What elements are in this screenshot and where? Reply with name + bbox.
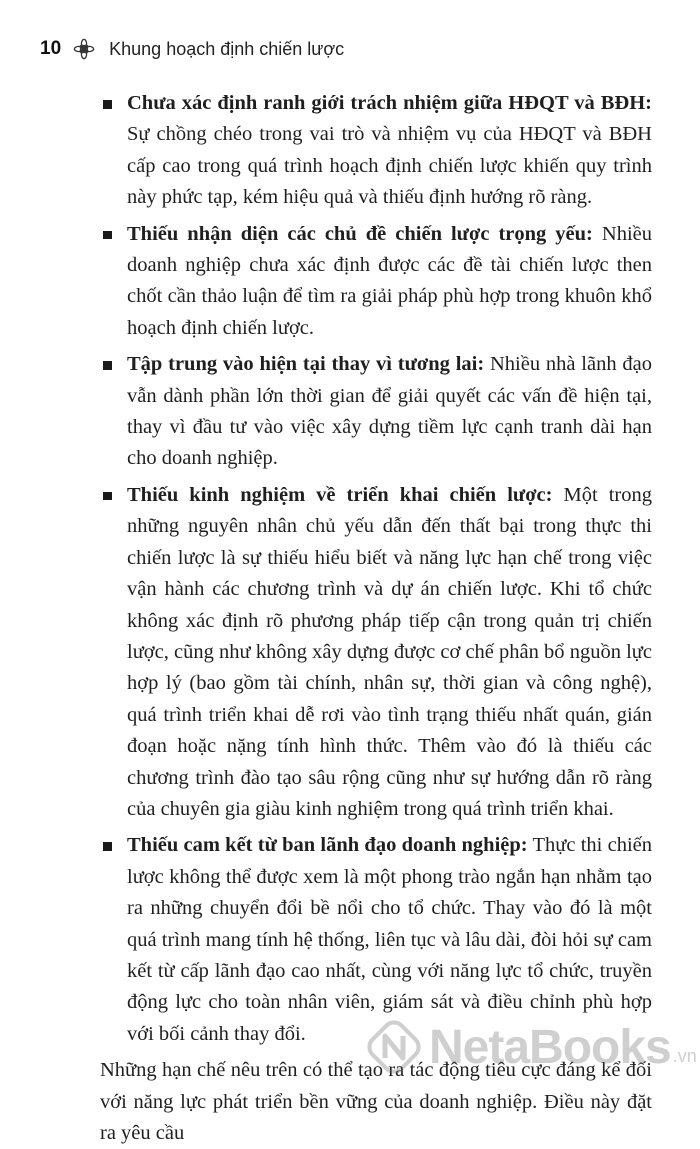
bullet-text: Nhiều doanh nghiệp chưa xác định được các đề tài chiến lược then chốt cần thảo luận để tìm ra giải pháp phù hợp trong khuôn khổ hoạch định chiến lược. bbox=[127, 222, 652, 339]
bullet-title: Thiếu cam kết từ ban lãnh đạo doanh nghiệp: bbox=[127, 834, 528, 857]
page-content bbox=[76, 88, 652, 1149]
bullet-text: Thực thi chiến lược không thể được xem là một phong trào ngắn hạn nhằm tạo ra những chuyển đổi bề nổi cho tổ chức. Thay vào đó là một quá trình mang tính hệ thống, liên tục và lâu dài, đòi hỏi sự cam kết từ cấp lãnh đạo cao nhất, cùng với năng lực tổ chức, truyền động lực cho toàn nhân viên, giám sát và điều chỉnh phù hợp với bối cảnh thay đổi. bbox=[127, 834, 652, 1045]
list-item bbox=[76, 88, 652, 214]
bullet-text: Nhiều nhà lãnh đạo vẫn dành phần lớn thời gian để giải quyết các vấn đề hiện tại, thay vì đầu tư vào việc xây dựng tiềm lực cạnh tranh dài hạn cho doanh nghiệp. bbox=[127, 353, 652, 470]
square-bullet-icon bbox=[103, 100, 112, 109]
bullet-text: Một trong những nguyên nhân chủ yếu dẫn đến thất bại trong thực thi chiến lược là sự thiếu hiểu biết và năng lực hạn chế trong việc vận hành các chương trình và dự án chiến lược. Khi tổ chức không xác định rõ phương pháp tiếp cận trong quản trị chiến lược, cũng như không xây dựng được cơ chế phân bổ nguồn lực hợp lý (bao gồm tài chính, nhân sự, thời gian và công nghệ), quá trình triển khai dễ rơi vào tình trạng thiếu nhất quán, gián đoạn hoặc nặng tính hình thức. Thêm vào đó là thiếu các chương trình đào tạo sâu rộng cũng như sự hướng dẫn rõ ràng của chuyên gia giàu kinh nghiệm trong quá trình triển khai. bbox=[127, 483, 653, 820]
list-item bbox=[76, 349, 652, 475]
bullet-text: Sự chồng chéo trong vai trò và nhiệm vụ của HĐQT và BĐH cấp cao trong quá trình hoạch định chiến lược khiến quy trình này phức tạp, kém hiệu quả và thiếu định hướng rõ ràng. bbox=[127, 123, 652, 209]
bullet-title: Chưa xác định ranh giới trách nhiệm giữa HĐQT và BĐH: bbox=[127, 92, 652, 114]
watermark-text: NetaBooks bbox=[429, 1020, 671, 1074]
flower-ornament-icon bbox=[73, 38, 95, 60]
netabooks-logo-icon bbox=[365, 1018, 423, 1076]
bullet-title: Thiếu kinh nghiệm về triển khai chiến lược: bbox=[127, 483, 553, 506]
page-number: 10 bbox=[40, 38, 62, 59]
square-bullet-icon bbox=[103, 492, 112, 501]
closing-paragraph: Những hạn chế nêu trên có thể tạo ra tác động tiêu cực đáng kể đối với năng lực phát triển bền vững của doanh nghiệp. Điều này đặt ra yêu cầu bbox=[100, 1059, 652, 1144]
watermark bbox=[365, 1018, 697, 1076]
bullet-title: Thiếu nhận diện các chủ đề chiến lược trọng yếu: bbox=[127, 222, 593, 245]
limitations-list bbox=[76, 88, 652, 1050]
list-item bbox=[76, 219, 652, 345]
page-header bbox=[40, 34, 344, 64]
bullet-title: Tập trung vào hiện tại thay vì tương lai: bbox=[127, 353, 485, 376]
square-bullet-icon bbox=[103, 361, 112, 370]
list-item bbox=[76, 480, 652, 825]
square-bullet-icon bbox=[103, 842, 112, 851]
running-title: Khung hoạch định chiến lược bbox=[109, 38, 345, 59]
square-bullet-icon bbox=[103, 231, 112, 240]
watermark-suffix: .vn bbox=[672, 1045, 697, 1066]
